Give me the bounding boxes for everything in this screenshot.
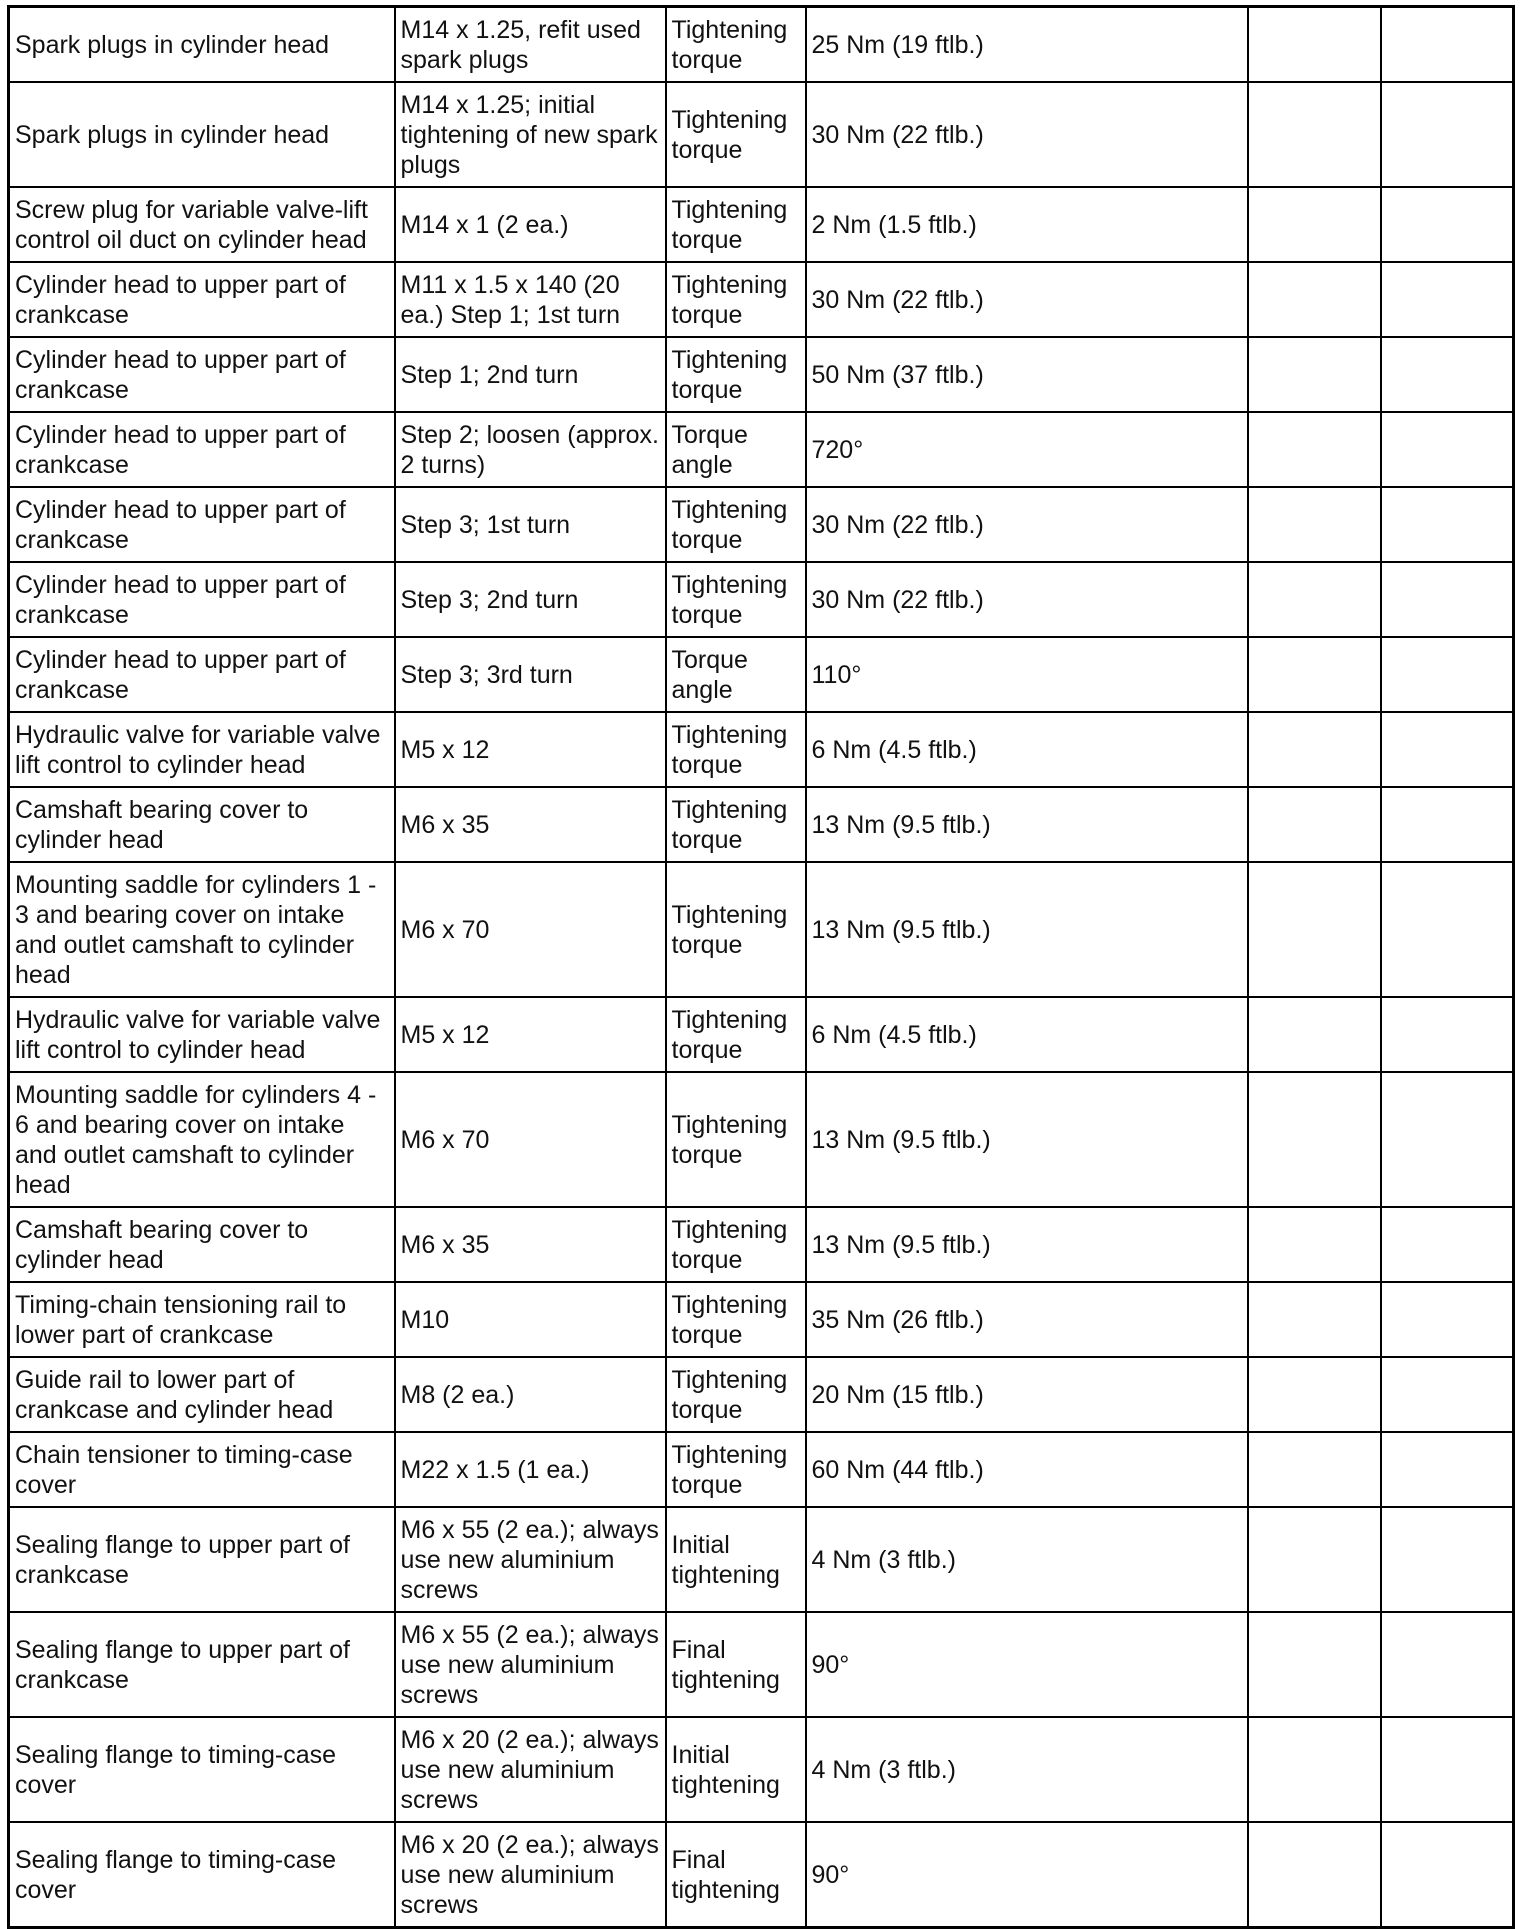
torque-spec-table — [7, 5, 1515, 1929]
value-cell: 6 Nm (4.5 ftlb.) — [806, 997, 1248, 1072]
table-row — [9, 862, 1514, 997]
component-cell: Chain tensioner to timing-case cover — [9, 1432, 395, 1507]
table-row — [9, 1717, 1514, 1822]
note-cell — [1381, 7, 1514, 83]
component-cell: Hydraulic valve for variable valve lift control to cylinder head — [9, 712, 395, 787]
value-cell: 13 Nm (9.5 ftlb.) — [806, 862, 1248, 997]
spec-cell: M14 x 1.25, refit used spark plugs — [395, 7, 666, 83]
note-cell — [1381, 1357, 1514, 1432]
type-cell: Torque angle — [666, 412, 806, 487]
table-row — [9, 1357, 1514, 1432]
note-cell — [1248, 1282, 1381, 1357]
note-cell — [1248, 997, 1381, 1072]
type-cell: Initial tightening — [666, 1507, 806, 1612]
component-cell: Cylinder head to upper part of crankcase — [9, 562, 395, 637]
component-cell: Screw plug for variable valve-lift control oil duct on cylinder head — [9, 187, 395, 262]
note-cell — [1381, 787, 1514, 862]
component-cell: Cylinder head to upper part of crankcase — [9, 412, 395, 487]
spec-cell: Step 3; 2nd turn — [395, 562, 666, 637]
table-row — [9, 337, 1514, 412]
spec-cell: M6 x 20 (2 ea.); always use new aluminium screws — [395, 1717, 666, 1822]
component-cell: Guide rail to lower part of crankcase and cylinder head — [9, 1357, 395, 1432]
type-cell: Tightening torque — [666, 1072, 806, 1207]
note-cell — [1381, 1432, 1514, 1507]
spec-cell: M6 x 70 — [395, 862, 666, 997]
type-cell: Tightening torque — [666, 337, 806, 412]
type-cell: Tightening torque — [666, 1432, 806, 1507]
value-cell: 50 Nm (37 ftlb.) — [806, 337, 1248, 412]
spec-cell: M6 x 35 — [395, 1207, 666, 1282]
note-cell — [1248, 1432, 1381, 1507]
component-cell: Camshaft bearing cover to cylinder head — [9, 787, 395, 862]
component-cell: Cylinder head to upper part of crankcase — [9, 337, 395, 412]
table-row — [9, 712, 1514, 787]
spec-cell: M6 x 55 (2 ea.); always use new aluminium screws — [395, 1612, 666, 1717]
note-cell — [1248, 1207, 1381, 1282]
value-cell: 20 Nm (15 ftlb.) — [806, 1357, 1248, 1432]
note-cell — [1381, 1207, 1514, 1282]
component-cell: Cylinder head to upper part of crankcase — [9, 487, 395, 562]
note-cell — [1381, 712, 1514, 787]
note-cell — [1381, 1072, 1514, 1207]
type-cell: Tightening torque — [666, 787, 806, 862]
torque-spec-sheet — [7, 5, 1512, 1919]
spec-cell: M6 x 35 — [395, 787, 666, 862]
component-cell: Sealing flange to timing-case cover — [9, 1717, 395, 1822]
component-cell: Sealing flange to upper part of crankcase — [9, 1507, 395, 1612]
type-cell: Tightening torque — [666, 712, 806, 787]
table-row — [9, 82, 1514, 187]
table-row — [9, 487, 1514, 562]
value-cell: 6 Nm (4.5 ftlb.) — [806, 712, 1248, 787]
component-cell: Cylinder head to upper part of crankcase — [9, 262, 395, 337]
note-cell — [1248, 337, 1381, 412]
table-row — [9, 1822, 1514, 1928]
note-cell — [1248, 487, 1381, 562]
spec-cell: M5 x 12 — [395, 712, 666, 787]
value-cell: 60 Nm (44 ftlb.) — [806, 1432, 1248, 1507]
spec-cell: M14 x 1 (2 ea.) — [395, 187, 666, 262]
note-cell — [1248, 1357, 1381, 1432]
value-cell: 2 Nm (1.5 ftlb.) — [806, 187, 1248, 262]
note-cell — [1381, 1822, 1514, 1928]
note-cell — [1248, 1822, 1381, 1928]
table-row — [9, 262, 1514, 337]
value-cell: 13 Nm (9.5 ftlb.) — [806, 787, 1248, 862]
type-cell: Tightening torque — [666, 1282, 806, 1357]
table-row — [9, 1612, 1514, 1717]
type-cell: Final tightening — [666, 1612, 806, 1717]
value-cell: 90° — [806, 1612, 1248, 1717]
spec-cell: Step 1; 2nd turn — [395, 337, 666, 412]
note-cell — [1381, 1717, 1514, 1822]
note-cell — [1248, 787, 1381, 862]
note-cell — [1381, 187, 1514, 262]
spec-cell: Step 2; loosen (approx. 2 turns) — [395, 412, 666, 487]
table-row — [9, 1282, 1514, 1357]
note-cell — [1248, 412, 1381, 487]
component-cell: Mounting saddle for cylinders 4 - 6 and bearing cover on intake and outlet camshaft to cylinder head — [9, 1072, 395, 1207]
table-row — [9, 1432, 1514, 1507]
table-row — [9, 1507, 1514, 1612]
component-cell: Mounting saddle for cylinders 1 - 3 and bearing cover on intake and outlet camshaft to cylinder head — [9, 862, 395, 997]
component-cell: Sealing flange to upper part of crankcase — [9, 1612, 395, 1717]
note-cell — [1381, 562, 1514, 637]
type-cell: Tightening torque — [666, 862, 806, 997]
table-row — [9, 1072, 1514, 1207]
note-cell — [1381, 82, 1514, 187]
note-cell — [1381, 412, 1514, 487]
note-cell — [1248, 7, 1381, 83]
note-cell — [1248, 562, 1381, 637]
note-cell — [1248, 187, 1381, 262]
value-cell: 720° — [806, 412, 1248, 487]
spec-cell: M6 x 20 (2 ea.); always use new aluminium screws — [395, 1822, 666, 1928]
type-cell: Tightening torque — [666, 487, 806, 562]
type-cell: Tightening torque — [666, 262, 806, 337]
value-cell: 110° — [806, 637, 1248, 712]
table-row — [9, 787, 1514, 862]
table-row — [9, 637, 1514, 712]
type-cell: Torque angle — [666, 637, 806, 712]
type-cell: Initial tightening — [666, 1717, 806, 1822]
spec-cell: M14 x 1.25; initial tightening of new spark plugs — [395, 82, 666, 187]
note-cell — [1248, 1717, 1381, 1822]
component-cell: Cylinder head to upper part of crankcase — [9, 637, 395, 712]
type-cell: Tightening torque — [666, 187, 806, 262]
note-cell — [1248, 1612, 1381, 1717]
value-cell: 30 Nm (22 ftlb.) — [806, 262, 1248, 337]
note-cell — [1248, 1507, 1381, 1612]
spec-cell: M11 x 1.5 x 140 (20 ea.) Step 1; 1st turn — [395, 262, 666, 337]
note-cell — [1381, 1282, 1514, 1357]
type-cell: Tightening torque — [666, 562, 806, 637]
type-cell: Tightening torque — [666, 1207, 806, 1282]
value-cell: 35 Nm (26 ftlb.) — [806, 1282, 1248, 1357]
note-cell — [1381, 1507, 1514, 1612]
type-cell: Tightening torque — [666, 7, 806, 83]
component-cell: Spark plugs in cylinder head — [9, 7, 395, 83]
component-cell: Spark plugs in cylinder head — [9, 82, 395, 187]
value-cell: 13 Nm (9.5 ftlb.) — [806, 1207, 1248, 1282]
note-cell — [1248, 712, 1381, 787]
note-cell — [1381, 637, 1514, 712]
note-cell — [1248, 637, 1381, 712]
value-cell: 30 Nm (22 ftlb.) — [806, 82, 1248, 187]
note-cell — [1248, 262, 1381, 337]
value-cell: 90° — [806, 1822, 1248, 1928]
spec-cell: M5 x 12 — [395, 997, 666, 1072]
table-row — [9, 997, 1514, 1072]
type-cell: Tightening torque — [666, 997, 806, 1072]
table-row — [9, 187, 1514, 262]
value-cell: 30 Nm (22 ftlb.) — [806, 562, 1248, 637]
note-cell — [1248, 862, 1381, 997]
note-cell — [1248, 1072, 1381, 1207]
component-cell: Hydraulic valve for variable valve lift control to cylinder head — [9, 997, 395, 1072]
note-cell — [1381, 1612, 1514, 1717]
note-cell — [1248, 82, 1381, 187]
spec-cell: Step 3; 3rd turn — [395, 637, 666, 712]
table-row — [9, 412, 1514, 487]
value-cell: 25 Nm (19 ftlb.) — [806, 7, 1248, 83]
note-cell — [1381, 862, 1514, 997]
value-cell: 4 Nm (3 ftlb.) — [806, 1507, 1248, 1612]
spec-cell: M10 — [395, 1282, 666, 1357]
component-cell: Camshaft bearing cover to cylinder head — [9, 1207, 395, 1282]
spec-cell: M6 x 55 (2 ea.); always use new aluminium screws — [395, 1507, 666, 1612]
value-cell: 30 Nm (22 ftlb.) — [806, 487, 1248, 562]
type-cell: Final tightening — [666, 1822, 806, 1928]
type-cell: Tightening torque — [666, 82, 806, 187]
value-cell: 4 Nm (3 ftlb.) — [806, 1717, 1248, 1822]
component-cell: Sealing flange to timing-case cover — [9, 1822, 395, 1928]
spec-cell: M22 x 1.5 (1 ea.) — [395, 1432, 666, 1507]
type-cell: Tightening torque — [666, 1357, 806, 1432]
table-row — [9, 562, 1514, 637]
spec-cell: M8 (2 ea.) — [395, 1357, 666, 1432]
table-row — [9, 7, 1514, 83]
note-cell — [1381, 262, 1514, 337]
spec-cell: M6 x 70 — [395, 1072, 666, 1207]
value-cell: 13 Nm (9.5 ftlb.) — [806, 1072, 1248, 1207]
component-cell: Timing-chain tensioning rail to lower part of crankcase — [9, 1282, 395, 1357]
note-cell — [1381, 337, 1514, 412]
table-row — [9, 1207, 1514, 1282]
note-cell — [1381, 487, 1514, 562]
note-cell — [1381, 997, 1514, 1072]
spec-cell: Step 3; 1st turn — [395, 487, 666, 562]
